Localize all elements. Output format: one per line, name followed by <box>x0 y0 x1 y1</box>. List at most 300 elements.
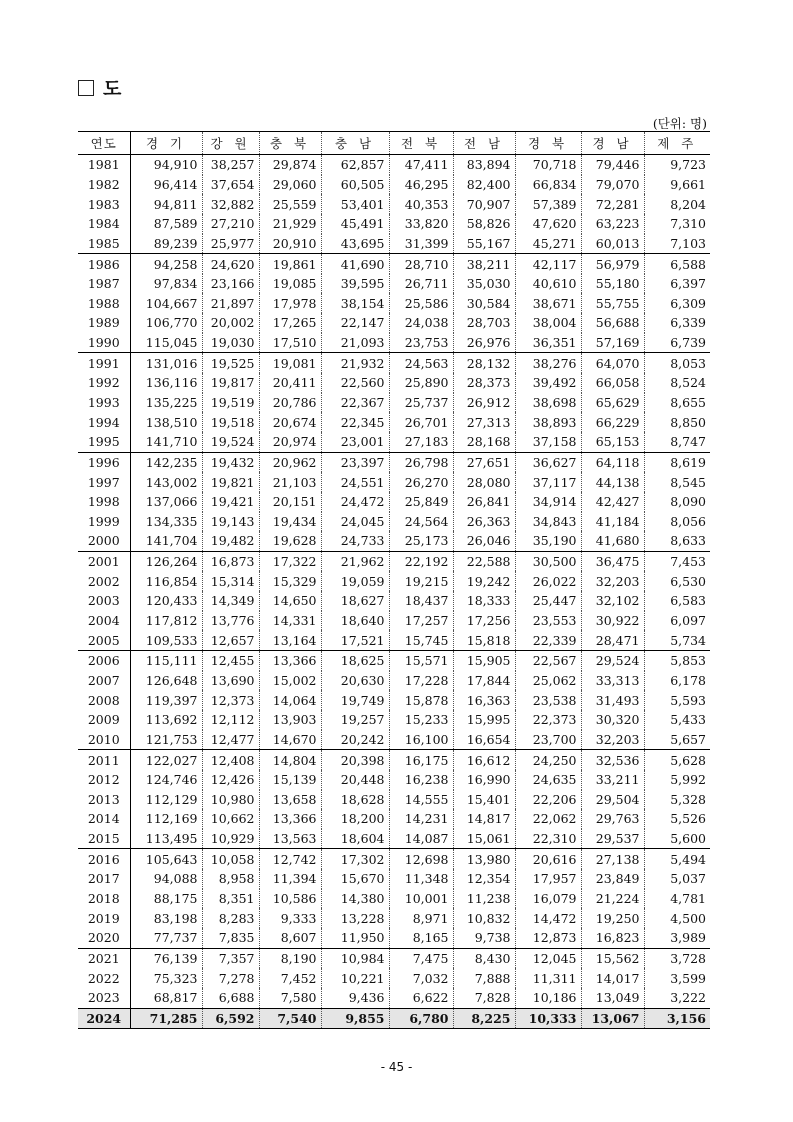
value-cell: 29,524 <box>581 651 644 671</box>
value-cell: 19,215 <box>389 571 453 591</box>
value-cell: 38,154 <box>321 293 389 313</box>
value-cell: 19,817 <box>202 373 259 393</box>
value-cell: 19,821 <box>202 472 259 492</box>
value-cell: 16,990 <box>453 770 515 790</box>
table-row <box>78 849 710 869</box>
value-cell: 60,505 <box>321 175 389 195</box>
value-cell: 21,093 <box>321 333 389 353</box>
value-cell: 21,897 <box>202 293 259 313</box>
table-row <box>78 472 710 492</box>
value-cell: 12,373 <box>202 690 259 710</box>
value-cell: 38,211 <box>453 254 515 274</box>
value-cell: 19,749 <box>321 690 389 710</box>
year-cell: 1982 <box>87 176 120 192</box>
value-cell: 32,203 <box>581 571 644 591</box>
year-cell: 2004 <box>87 613 120 629</box>
value-cell: 29,874 <box>259 155 321 175</box>
value-cell: 5,593 <box>644 690 710 710</box>
value-cell: 13,980 <box>453 849 515 869</box>
table-row <box>78 293 710 313</box>
value-cell: 5,600 <box>644 829 710 849</box>
value-cell: 8,225 <box>453 1008 515 1029</box>
value-cell: 36,627 <box>515 452 581 472</box>
table-row <box>78 412 710 432</box>
value-cell: 115,045 <box>130 333 202 353</box>
value-cell: 16,079 <box>515 889 581 909</box>
value-cell: 31,399 <box>389 234 453 254</box>
value-cell: 8,056 <box>644 512 710 532</box>
value-cell: 28,703 <box>453 313 515 333</box>
value-cell: 13,366 <box>259 651 321 671</box>
value-cell: 143,002 <box>130 472 202 492</box>
section-title-text: 도 <box>103 78 122 100</box>
value-cell: 32,102 <box>581 591 644 611</box>
value-cell: 10,058 <box>202 849 259 869</box>
value-cell: 33,211 <box>581 770 644 790</box>
table-row <box>78 1008 710 1029</box>
column-header: 경 북 <box>515 132 581 155</box>
value-cell: 23,849 <box>581 869 644 889</box>
value-cell: 15,905 <box>453 651 515 671</box>
value-cell: 23,166 <box>202 274 259 294</box>
value-cell: 32,203 <box>581 730 644 750</box>
value-cell: 13,228 <box>321 908 389 928</box>
value-cell: 8,430 <box>453 948 515 968</box>
table-row <box>78 155 710 175</box>
value-cell: 11,348 <box>389 869 453 889</box>
year-cell: 2019 <box>87 910 120 926</box>
value-cell: 29,537 <box>581 829 644 849</box>
value-cell: 17,257 <box>389 611 453 631</box>
table-row <box>78 512 710 532</box>
table-row <box>78 948 710 968</box>
value-cell: 135,225 <box>130 393 202 413</box>
value-cell: 12,408 <box>202 750 259 770</box>
value-cell: 42,427 <box>581 492 644 512</box>
value-cell: 8,204 <box>644 194 710 214</box>
value-cell: 24,733 <box>321 531 389 551</box>
value-cell: 14,555 <box>389 790 453 810</box>
value-cell: 24,472 <box>321 492 389 512</box>
value-cell: 4,781 <box>644 889 710 909</box>
value-cell: 38,276 <box>515 353 581 373</box>
value-cell: 113,495 <box>130 829 202 849</box>
year-cell: 2006 <box>78 651 130 671</box>
value-cell: 28,168 <box>453 432 515 452</box>
year-cell: 2024 <box>78 1008 130 1029</box>
column-header: 충 북 <box>259 132 321 155</box>
column-header: 경 남 <box>581 132 644 155</box>
column-header: 전 남 <box>453 132 515 155</box>
value-cell: 9,661 <box>644 175 710 195</box>
value-cell: 20,674 <box>259 412 321 432</box>
value-cell: 16,654 <box>453 730 515 750</box>
value-cell: 26,701 <box>389 412 453 432</box>
value-cell: 5,853 <box>644 651 710 671</box>
value-cell: 36,475 <box>581 551 644 571</box>
value-cell: 12,477 <box>202 730 259 750</box>
value-cell: 42,117 <box>515 254 581 274</box>
value-cell: 23,001 <box>321 432 389 452</box>
value-cell: 24,250 <box>515 750 581 770</box>
value-cell: 23,753 <box>389 333 453 353</box>
value-cell: 19,628 <box>259 531 321 551</box>
value-cell: 24,564 <box>389 512 453 532</box>
value-cell: 22,567 <box>515 651 581 671</box>
value-cell: 7,032 <box>389 968 453 988</box>
value-cell: 5,526 <box>644 809 710 829</box>
value-cell: 75,323 <box>130 968 202 988</box>
value-cell: 16,100 <box>389 730 453 750</box>
value-cell: 3,222 <box>644 988 710 1008</box>
page-number: - 45 - <box>380 1060 413 1074</box>
value-cell: 62,857 <box>321 155 389 175</box>
value-cell: 26,711 <box>389 274 453 294</box>
value-cell: 3,156 <box>644 1008 710 1029</box>
value-cell: 25,890 <box>389 373 453 393</box>
value-cell: 19,861 <box>259 254 321 274</box>
value-cell: 13,366 <box>259 809 321 829</box>
year-cell: 1995 <box>87 434 120 450</box>
value-cell: 32,882 <box>202 194 259 214</box>
value-cell: 39,492 <box>515 373 581 393</box>
value-cell: 19,085 <box>259 274 321 294</box>
value-cell: 14,650 <box>259 591 321 611</box>
value-cell: 18,640 <box>321 611 389 631</box>
value-cell: 22,062 <box>515 809 581 829</box>
value-cell: 13,164 <box>259 630 321 650</box>
value-cell: 22,588 <box>453 551 515 571</box>
year-cell: 2017 <box>87 871 120 887</box>
value-cell: 19,242 <box>453 571 515 591</box>
value-cell: 9,436 <box>321 988 389 1008</box>
value-cell: 20,630 <box>321 671 389 691</box>
value-cell: 15,745 <box>389 630 453 650</box>
value-cell: 19,030 <box>202 333 259 353</box>
value-cell: 39,595 <box>321 274 389 294</box>
year-cell: 2000 <box>87 533 120 549</box>
value-cell: 88,175 <box>130 889 202 909</box>
value-cell: 60,013 <box>581 234 644 254</box>
value-cell: 23,700 <box>515 730 581 750</box>
value-cell: 26,363 <box>453 512 515 532</box>
value-cell: 97,834 <box>130 274 202 294</box>
value-cell: 5,992 <box>644 770 710 790</box>
value-cell: 18,200 <box>321 809 389 829</box>
value-cell: 18,333 <box>453 591 515 611</box>
value-cell: 10,221 <box>321 968 389 988</box>
value-cell: 16,612 <box>453 750 515 770</box>
table-row <box>78 531 710 551</box>
value-cell: 7,475 <box>389 948 453 968</box>
value-cell: 27,313 <box>453 412 515 432</box>
value-cell: 26,022 <box>515 571 581 591</box>
value-cell: 14,472 <box>515 908 581 928</box>
value-cell: 14,087 <box>389 829 453 849</box>
value-cell: 30,584 <box>453 293 515 313</box>
value-cell: 17,302 <box>321 849 389 869</box>
value-cell: 30,922 <box>581 611 644 631</box>
value-cell: 16,175 <box>389 750 453 770</box>
data-table <box>78 131 710 1029</box>
value-cell: 131,016 <box>130 353 202 373</box>
year-cell: 2002 <box>87 573 120 589</box>
value-cell: 17,228 <box>389 671 453 691</box>
value-cell: 89,239 <box>130 234 202 254</box>
value-cell: 5,433 <box>644 710 710 730</box>
table-row <box>78 908 710 928</box>
value-cell: 19,482 <box>202 531 259 551</box>
value-cell: 6,397 <box>644 274 710 294</box>
value-cell: 9,738 <box>453 928 515 948</box>
value-cell: 55,755 <box>581 293 644 313</box>
value-cell: 10,586 <box>259 889 321 909</box>
value-cell: 10,832 <box>453 908 515 928</box>
value-cell: 20,151 <box>259 492 321 512</box>
value-cell: 8,619 <box>644 452 710 472</box>
table-row <box>78 651 710 671</box>
value-cell: 141,704 <box>130 531 202 551</box>
value-cell: 6,339 <box>644 313 710 333</box>
value-cell: 8,607 <box>259 928 321 948</box>
value-cell: 20,002 <box>202 313 259 333</box>
value-cell: 32,536 <box>581 750 644 770</box>
value-cell: 63,223 <box>581 214 644 234</box>
value-cell: 122,027 <box>130 750 202 770</box>
value-cell: 83,198 <box>130 908 202 928</box>
value-cell: 15,139 <box>259 770 321 790</box>
value-cell: 37,158 <box>515 432 581 452</box>
table-row <box>78 889 710 909</box>
value-cell: 65,629 <box>581 393 644 413</box>
value-cell: 19,432 <box>202 452 259 472</box>
value-cell: 19,519 <box>202 393 259 413</box>
value-cell: 66,229 <box>581 412 644 432</box>
value-cell: 29,060 <box>259 175 321 195</box>
value-cell: 23,553 <box>515 611 581 631</box>
value-cell: 6,309 <box>644 293 710 313</box>
value-cell: 22,560 <box>321 373 389 393</box>
column-header: 충 남 <box>321 132 389 155</box>
value-cell: 14,670 <box>259 730 321 750</box>
year-cell: 2013 <box>87 791 120 807</box>
value-cell: 22,345 <box>321 412 389 432</box>
value-cell: 36,351 <box>515 333 581 353</box>
value-cell: 19,081 <box>259 353 321 373</box>
value-cell: 41,690 <box>321 254 389 274</box>
value-cell: 3,989 <box>644 928 710 948</box>
value-cell: 5,328 <box>644 790 710 810</box>
table-row <box>78 710 710 730</box>
value-cell: 20,786 <box>259 393 321 413</box>
value-cell: 5,657 <box>644 730 710 750</box>
value-cell: 57,389 <box>515 194 581 214</box>
value-cell: 38,004 <box>515 313 581 333</box>
table-row <box>78 492 710 512</box>
value-cell: 112,169 <box>130 809 202 829</box>
value-cell: 6,592 <box>202 1008 259 1029</box>
value-cell: 10,186 <box>515 988 581 1008</box>
value-cell: 12,873 <box>515 928 581 948</box>
year-cell: 1984 <box>87 216 120 232</box>
table-row <box>78 452 710 472</box>
value-cell: 7,452 <box>259 968 321 988</box>
value-cell: 65,153 <box>581 432 644 452</box>
year-cell: 2012 <box>87 772 120 788</box>
value-cell: 3,728 <box>644 948 710 968</box>
value-cell: 10,001 <box>389 889 453 909</box>
value-cell: 87,589 <box>130 214 202 234</box>
value-cell: 33,313 <box>581 671 644 691</box>
year-cell: 2009 <box>87 712 120 728</box>
value-cell: 26,841 <box>453 492 515 512</box>
year-cell: 2008 <box>87 692 120 708</box>
value-cell: 94,811 <box>130 194 202 214</box>
value-cell: 45,491 <box>321 214 389 234</box>
value-cell: 136,116 <box>130 373 202 393</box>
value-cell: 56,979 <box>581 254 644 274</box>
value-cell: 16,238 <box>389 770 453 790</box>
table-row <box>78 591 710 611</box>
value-cell: 7,828 <box>453 988 515 1008</box>
value-cell: 55,167 <box>453 234 515 254</box>
value-cell: 8,053 <box>644 353 710 373</box>
value-cell: 17,844 <box>453 671 515 691</box>
table-body <box>78 155 710 1029</box>
table-row <box>78 809 710 829</box>
value-cell: 26,046 <box>453 531 515 551</box>
value-cell: 82,400 <box>453 175 515 195</box>
value-cell: 13,067 <box>581 1008 644 1029</box>
value-cell: 119,397 <box>130 690 202 710</box>
value-cell: 124,746 <box>130 770 202 790</box>
table-row <box>78 790 710 810</box>
value-cell: 15,401 <box>453 790 515 810</box>
table-row <box>78 313 710 333</box>
value-cell: 8,850 <box>644 412 710 432</box>
checkbox-square-icon <box>78 80 94 96</box>
value-cell: 6,583 <box>644 591 710 611</box>
year-cell: 1981 <box>87 157 120 173</box>
value-cell: 10,333 <box>515 1008 581 1029</box>
value-cell: 19,143 <box>202 512 259 532</box>
value-cell: 35,030 <box>453 274 515 294</box>
value-cell: 15,562 <box>581 948 644 968</box>
value-cell: 25,586 <box>389 293 453 313</box>
value-cell: 12,698 <box>389 849 453 869</box>
value-cell: 121,753 <box>130 730 202 750</box>
value-cell: 6,097 <box>644 611 710 631</box>
value-cell: 43,695 <box>321 234 389 254</box>
value-cell: 8,090 <box>644 492 710 512</box>
value-cell: 15,995 <box>453 710 515 730</box>
value-cell: 17,978 <box>259 293 321 313</box>
value-cell: 14,349 <box>202 591 259 611</box>
value-cell: 117,812 <box>130 611 202 631</box>
value-cell: 18,627 <box>321 591 389 611</box>
value-cell: 47,411 <box>389 155 453 175</box>
value-cell: 55,180 <box>581 274 644 294</box>
value-cell: 137,066 <box>130 492 202 512</box>
table-row <box>78 353 710 373</box>
value-cell: 68,817 <box>130 988 202 1008</box>
value-cell: 79,070 <box>581 175 644 195</box>
year-cell: 2015 <box>87 831 120 847</box>
column-header: 연도 <box>78 132 130 155</box>
year-cell: 2018 <box>87 891 120 907</box>
value-cell: 19,421 <box>202 492 259 512</box>
table-row <box>78 274 710 294</box>
value-cell: 94,258 <box>130 254 202 274</box>
table-row <box>78 630 710 650</box>
value-cell: 6,780 <box>389 1008 453 1029</box>
value-cell: 23,397 <box>321 452 389 472</box>
value-cell: 66,834 <box>515 175 581 195</box>
value-cell: 22,373 <box>515 710 581 730</box>
year-cell: 2022 <box>87 970 120 986</box>
value-cell: 17,322 <box>259 551 321 571</box>
value-cell: 142,235 <box>130 452 202 472</box>
value-cell: 21,929 <box>259 214 321 234</box>
value-cell: 34,843 <box>515 512 581 532</box>
value-cell: 25,849 <box>389 492 453 512</box>
table-row <box>78 928 710 948</box>
value-cell: 25,559 <box>259 194 321 214</box>
value-cell: 23,538 <box>515 690 581 710</box>
value-cell: 13,658 <box>259 790 321 810</box>
value-cell: 24,563 <box>389 353 453 373</box>
value-cell: 72,281 <box>581 194 644 214</box>
value-cell: 16,873 <box>202 551 259 571</box>
value-cell: 64,118 <box>581 452 644 472</box>
year-cell: 1987 <box>87 276 120 292</box>
table-row <box>78 234 710 254</box>
year-cell: 2003 <box>87 593 120 609</box>
value-cell: 38,257 <box>202 155 259 175</box>
year-cell: 1993 <box>87 395 120 410</box>
value-cell: 8,958 <box>202 869 259 889</box>
value-cell: 12,112 <box>202 710 259 730</box>
value-cell: 22,192 <box>389 551 453 571</box>
year-cell: 1992 <box>87 375 120 391</box>
value-cell: 15,571 <box>389 651 453 671</box>
value-cell: 12,742 <box>259 849 321 869</box>
value-cell: 6,688 <box>202 988 259 1008</box>
value-cell: 26,270 <box>389 472 453 492</box>
value-cell: 24,045 <box>321 512 389 532</box>
value-cell: 40,353 <box>389 194 453 214</box>
value-cell: 10,984 <box>321 948 389 968</box>
year-cell: 2014 <box>87 811 120 827</box>
table-row <box>78 611 710 631</box>
year-cell: 1996 <box>78 452 130 472</box>
value-cell: 7,888 <box>453 968 515 988</box>
value-cell: 26,912 <box>453 393 515 413</box>
column-header: 제 주 <box>644 132 710 155</box>
value-cell: 104,667 <box>130 293 202 313</box>
value-cell: 24,635 <box>515 770 581 790</box>
year-cell: 2020 <box>87 930 120 946</box>
table-row <box>78 333 710 353</box>
table-row <box>78 373 710 393</box>
value-cell: 17,256 <box>453 611 515 631</box>
value-cell: 30,320 <box>581 710 644 730</box>
value-cell: 13,049 <box>581 988 644 1008</box>
value-cell: 8,190 <box>259 948 321 968</box>
table-row <box>78 988 710 1008</box>
year-cell: 1998 <box>87 494 120 510</box>
value-cell: 19,434 <box>259 512 321 532</box>
